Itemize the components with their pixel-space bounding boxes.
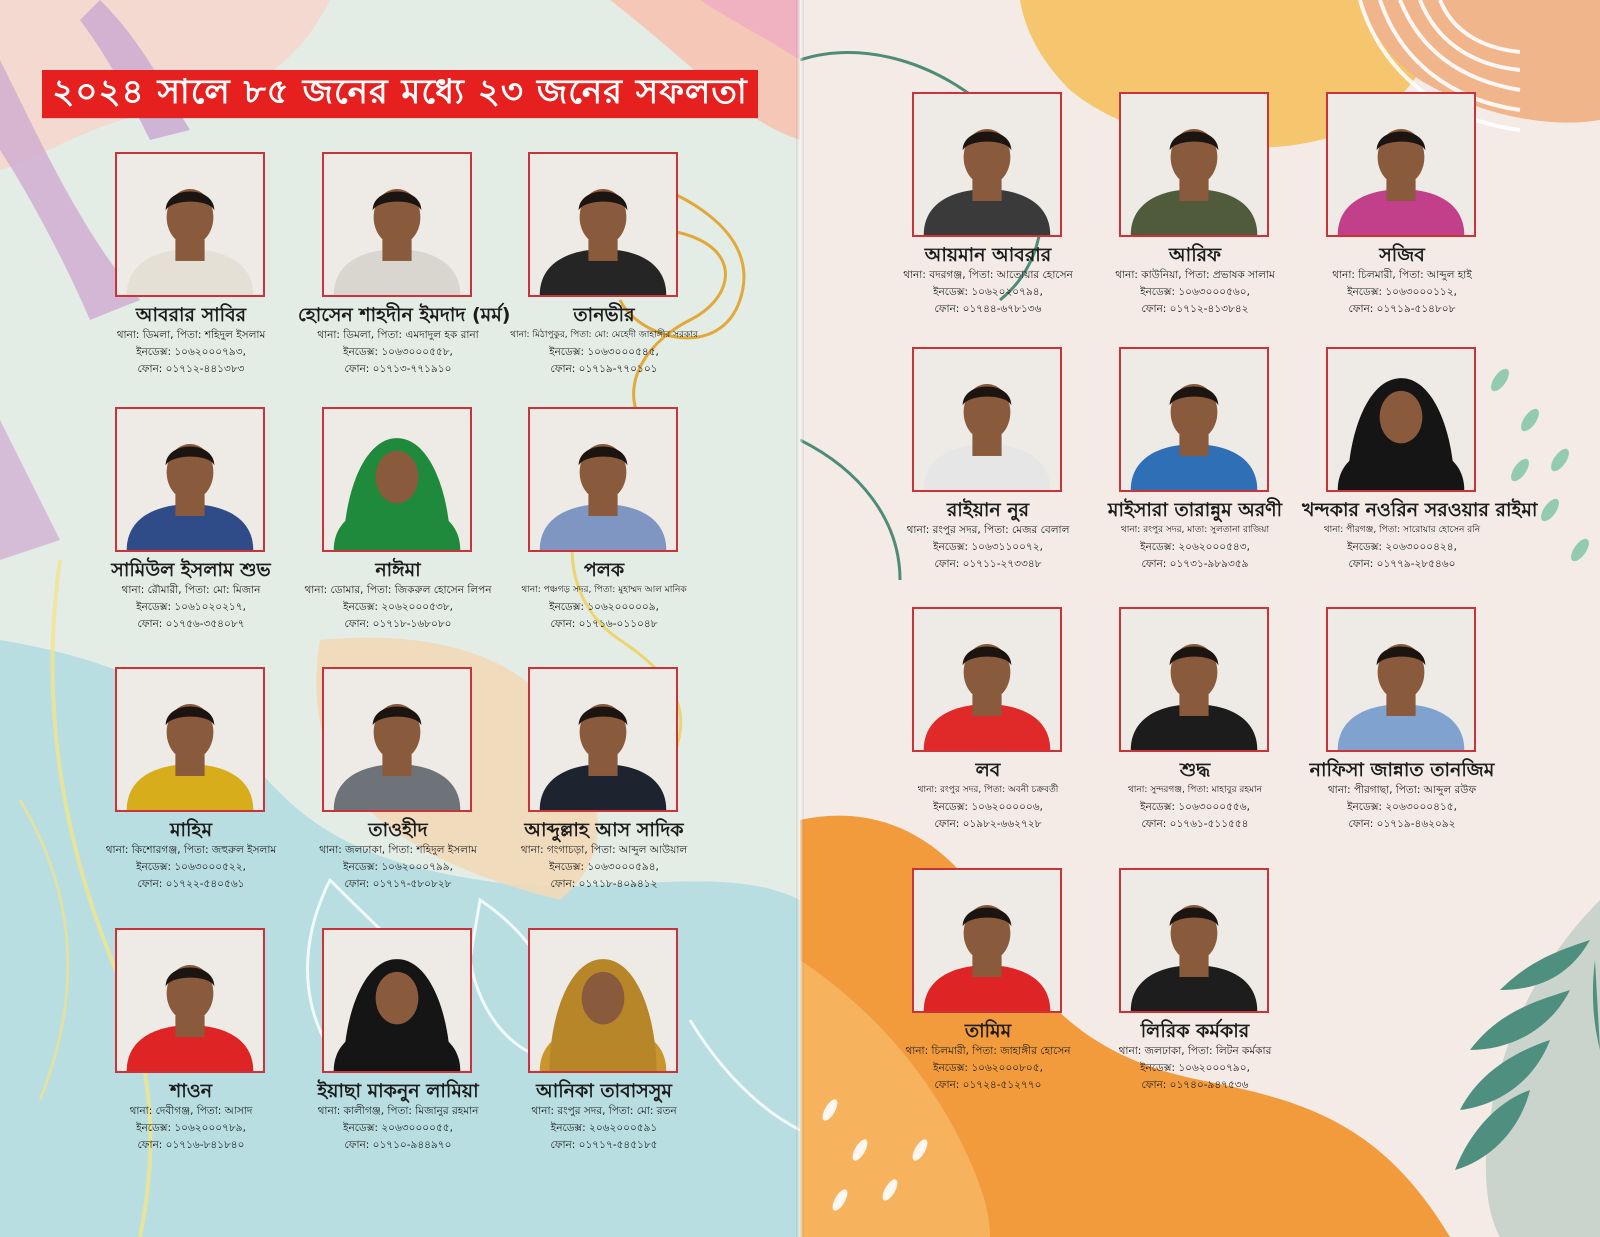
student-info-line1: থানা: ডিমলা, পিতা: শহিদুল ইসলাম bbox=[116, 329, 266, 341]
student-card bbox=[298, 928, 498, 1173]
student-info bbox=[91, 842, 291, 893]
student-name: শাওন bbox=[169, 1080, 213, 1102]
student-info-line1: থানা: ডোমার, পিতা: জিকরুল হোসেন লিপন bbox=[304, 584, 492, 596]
student-info-line1: থানা: গংগাচড়া, পিতা: আব্দুল আউয়াল bbox=[520, 844, 688, 856]
student-name: ইয়াছা মাকনুন লামিয়া bbox=[317, 1080, 479, 1102]
student-name: রাইয়ান নুর bbox=[946, 499, 1030, 521]
student-card bbox=[888, 347, 1088, 592]
student-card bbox=[504, 928, 704, 1173]
student-info-line2: ইনডেক্স: ১০৬৩০০০৫৫৬, bbox=[1140, 801, 1250, 813]
student-info-line3: ফোন: ০১৭৩১-৯৮৯৩৫৯ bbox=[1141, 558, 1249, 570]
student-info-line3: ফোন: ০১৭১৬-০১১০৪৮ bbox=[550, 618, 658, 630]
student-card bbox=[1095, 607, 1295, 852]
student-info bbox=[1095, 522, 1295, 573]
student-card bbox=[91, 407, 291, 652]
student-info-line2: ইনডেক্স: ১০৬২০০০০০৯, bbox=[549, 601, 659, 613]
student-info bbox=[888, 267, 1088, 318]
student-name: আয়মান আবরার bbox=[924, 244, 1052, 266]
student-card bbox=[91, 928, 291, 1173]
student-card bbox=[504, 667, 704, 912]
student-info-line1: থানা: রৌমারী, পিতা: মো: মিজান bbox=[121, 584, 261, 596]
student-info bbox=[1302, 267, 1502, 318]
student-info-line2: ইনডেক্স: ২০৬৩০০০৪২৪, bbox=[1347, 541, 1457, 553]
student-info-line1: থানা: ডিমলা, পিতা: এমদাদুল হক রানা bbox=[317, 329, 479, 341]
student-info-line2: ইনডেক্স: ২০৬২০০০৫৯১ bbox=[550, 1122, 658, 1134]
student-info-line1: থানা: চিলমারী, পিতা: জাহাঙ্গীর হোসেন bbox=[905, 1045, 1071, 1057]
student-info-line2: ইনডেক্স: ১০৬২০০০৭৮৯, bbox=[136, 1122, 246, 1134]
student-info bbox=[91, 582, 291, 633]
student-info-line2: ইনডেক্স: ১০৬২০০০৭৯০, bbox=[1140, 1062, 1250, 1074]
student-card bbox=[298, 667, 498, 912]
student-card bbox=[298, 407, 498, 652]
student-info-line2: ইনডেক্স: ১০৬৩০০০৫৫৮, bbox=[343, 346, 453, 358]
student-info-line1: থানা: রংপুর সদর, পিতা: মো: রতন bbox=[531, 1105, 677, 1117]
student-photo bbox=[528, 152, 678, 297]
student-info-line2: ইনডেক্স: ১০৬১০২০২১৭, bbox=[136, 601, 246, 613]
student-info-line2: ইনডেক্স: ২০৬৩০০০০৫৫, bbox=[343, 1122, 453, 1134]
student-photo bbox=[912, 92, 1062, 237]
student-info bbox=[504, 582, 704, 633]
student-card bbox=[888, 92, 1088, 337]
title-banner bbox=[42, 70, 758, 118]
student-info bbox=[1302, 522, 1502, 573]
student-info bbox=[91, 1103, 291, 1154]
student-info bbox=[504, 842, 704, 893]
student-info-line3: ফোন: ০১৭১০-৯৪৪৯৭০ bbox=[344, 1139, 452, 1151]
student-name: মাহিম bbox=[169, 819, 213, 841]
student-card bbox=[888, 607, 1088, 852]
student-photo bbox=[322, 667, 472, 812]
student-info-line1: থানা: জলঢাকা, পিতা: শহিদুল ইসলাম bbox=[319, 844, 477, 856]
student-info-line2: ইনডেক্স: ১০৬৩০০০৫৬০, bbox=[1140, 286, 1250, 298]
student-card bbox=[504, 407, 704, 652]
student-card bbox=[1302, 92, 1502, 337]
student-photo bbox=[115, 407, 265, 552]
student-info-line1: থানা: পীরগাছা, পিতা: আব্দুল রউফ bbox=[1327, 784, 1477, 796]
student-info-line1: থানা: মিঠাপুকুর, পিতা: মো: মেহেদী জাহাঙ্গীর সরকার bbox=[510, 330, 698, 340]
student-info-line1: থানা: কাউনিয়া, পিতা: প্রভাষক সালাম bbox=[1115, 269, 1275, 281]
student-card bbox=[1095, 868, 1295, 1113]
student-info-line1: থানা: জলঢাকা, পিতা: লিটন কর্মকার bbox=[1118, 1045, 1272, 1057]
student-info bbox=[298, 1103, 498, 1154]
student-info-line3: ফোন: ০১৭১৯-৫১৪৮০৮ bbox=[1348, 303, 1456, 315]
student-info-line3: ফোন: ০১৭১৮-১৬৮০৮০ bbox=[344, 618, 452, 630]
student-card bbox=[1302, 347, 1538, 592]
student-info-line3: ফোন: ০১৭২২-৫৪০৫৬১ bbox=[137, 878, 245, 890]
student-info-line1: থানা: সুন্দরগঞ্জ, পিতা: মাহাবুর রহমান bbox=[1127, 785, 1263, 795]
student-card bbox=[1095, 347, 1295, 592]
student-photo bbox=[528, 928, 678, 1073]
student-photo bbox=[912, 868, 1062, 1013]
student-info-line1: থানা: কালীগঞ্জ, পিতা: মিজানুর রহমান bbox=[317, 1105, 479, 1117]
student-photo bbox=[115, 152, 265, 297]
page-title: ২০২৪ সালে ৮৫ জনের মধ্যে ২৩ জনের সফলতা bbox=[52, 71, 748, 112]
student-name: তামিম bbox=[964, 1020, 1012, 1042]
student-name: খন্দকার নওরিন সরওয়ার রাইমা bbox=[1302, 499, 1538, 521]
student-photo bbox=[322, 152, 472, 297]
student-photo bbox=[912, 347, 1062, 492]
student-name: শুদ্ধ bbox=[1179, 759, 1211, 781]
student-info bbox=[1095, 782, 1295, 833]
student-card bbox=[91, 667, 291, 912]
student-photo bbox=[1326, 347, 1476, 492]
student-info-line1: থানা: বদরগঞ্জ, পিতা: আতোয়ার হোসেন bbox=[903, 269, 1073, 281]
student-info-line1: থানা: পঞ্চগড় সদর, পিতা: মুহাম্মদ আল মানিক bbox=[521, 585, 687, 595]
student-photo bbox=[528, 667, 678, 812]
student-info bbox=[1302, 782, 1502, 833]
student-info-line1: থানা: রংপুর সদর, পিতা: অবনী চক্রবর্তী bbox=[917, 785, 1059, 795]
student-info-line1: থানা: কিশোরগঞ্জ, পিতা: জহুরুল ইসলাম bbox=[105, 844, 277, 856]
student-name: পলক bbox=[583, 559, 625, 581]
student-photo bbox=[1119, 347, 1269, 492]
student-info-line3: ফোন: ০১৭১৯-৪৬২০৯২ bbox=[1348, 818, 1456, 830]
student-photo bbox=[1119, 868, 1269, 1013]
student-info-line3: ফোন: ০১৭৬১-৫১১৫৫৪ bbox=[1141, 818, 1249, 830]
student-info-line3: ফোন: ০১৭১৩-৭৭১৯১০ bbox=[344, 363, 452, 375]
student-card bbox=[298, 152, 511, 397]
student-photo bbox=[528, 407, 678, 552]
student-info-line2: ইনডেক্স: ১০৬২০০০৮০৫, bbox=[933, 1062, 1043, 1074]
student-photo bbox=[115, 667, 265, 812]
student-info bbox=[298, 842, 498, 893]
student-info-line1: থানা: রংপুর সদর, পিতা: মেজর বেলাল bbox=[906, 524, 1070, 536]
student-info bbox=[888, 1043, 1088, 1094]
student-info-line2: ইনডেক্স: ১০৬৩১১০০৭২, bbox=[933, 541, 1043, 553]
student-name: সজিব bbox=[1379, 244, 1425, 266]
student-info bbox=[888, 782, 1088, 833]
student-card bbox=[1095, 92, 1295, 337]
student-info bbox=[504, 1103, 704, 1154]
student-photo bbox=[322, 928, 472, 1073]
student-name: সামিউল ইসলাম শুভ bbox=[111, 559, 271, 581]
student-name: তাওহীদ bbox=[368, 819, 428, 841]
student-name: নাফিসা জান্নাত তানজিম bbox=[1309, 759, 1495, 781]
student-info bbox=[298, 327, 498, 378]
student-info-line2: ইনডেক্স: ১০৬৩০০০৫৪৫, bbox=[549, 346, 659, 358]
student-photo bbox=[1326, 607, 1476, 752]
student-info-line3: ফোন: ০১৭৪০-৯৪৭৫৩৬ bbox=[1141, 1079, 1249, 1091]
student-name: লিরিক কর্মকার bbox=[1140, 1020, 1250, 1042]
student-info bbox=[504, 327, 704, 378]
student-info-line1: থানা: পীরগঞ্জ, পিতা: সারোয়ার হোসেন রনি bbox=[1323, 525, 1481, 535]
student-info-line1: থানা: রংপুর সদর, মাতা: সুলতানা রাজিয়া bbox=[1120, 525, 1270, 535]
student-card bbox=[91, 152, 291, 397]
student-info-line2: ইনডেক্স: ১০৬২০০০৭৯৯, bbox=[343, 861, 453, 873]
student-info-line1: থানা: দেবীগঞ্জ, পিতা: আসাদ bbox=[129, 1105, 253, 1117]
page-spine bbox=[796, 0, 804, 1237]
student-info-line3: ফোন: ০১৭১৭-৫৪৫১৮৫ bbox=[550, 1139, 658, 1151]
student-info-line3: ফোন: ০১৭৫৬-৩৫৪০৮৭ bbox=[137, 618, 245, 630]
student-info-line3: ফোন: ০১৭১৬-৮৪১৮৪০ bbox=[137, 1139, 245, 1151]
student-info-line3: ফোন: ০১৭৪৪-৬৭৮১৩৬ bbox=[934, 303, 1042, 315]
student-name: আরিফ bbox=[1169, 244, 1221, 266]
student-info-line2: ইনডেক্স: ১০৬২০০০০০৬, bbox=[933, 801, 1043, 813]
student-card bbox=[1302, 607, 1502, 852]
student-name: নাঈমা bbox=[375, 559, 421, 581]
student-name: মাইসারা তারান্নুম অরণী bbox=[1107, 499, 1283, 521]
student-info-line2: ইনডেক্স: ১০৬৩০০০১১২, bbox=[1347, 286, 1457, 298]
student-info-line3: ফোন: ০১৭১৮-৪০৯৪১২ bbox=[550, 878, 658, 890]
student-info-line2: ইনডেক্স: ২০৬২০০০৫৪৩, bbox=[1140, 541, 1250, 553]
student-info-line2: ইনডেক্স: ১০৬২০০০৭৯৩, bbox=[136, 346, 246, 358]
student-photo bbox=[322, 407, 472, 552]
student-photo bbox=[912, 607, 1062, 752]
student-info bbox=[298, 582, 498, 633]
student-info bbox=[888, 522, 1088, 573]
student-info-line1: থানা: চিলমারী, পিতা: আব্দুল হাই bbox=[1332, 269, 1472, 281]
student-photo bbox=[115, 928, 265, 1073]
student-info-line3: ফোন: ০১৭১২-৪৪১৩৮৩ bbox=[137, 363, 245, 375]
student-photo bbox=[1119, 607, 1269, 752]
student-info-line2: ইনডেক্স: ২০৬৩০০০৪১৫, bbox=[1347, 801, 1457, 813]
student-info-line2: ইনডেক্স: ২০৬২০০০৫৩৮, bbox=[343, 601, 453, 613]
student-info-line3: ফোন: ০১৭১২-৪১৩৮৪২ bbox=[1141, 303, 1249, 315]
student-name: হোসেন শাহদীন ইমদাদ (মর্ম) bbox=[298, 304, 511, 326]
student-info-line2: ইনডেক্স: ১০৬৩০০০৫২২, bbox=[136, 861, 246, 873]
student-info-line3: ফোন: ০১৭৭৯-২৮৫৪৬০ bbox=[1348, 558, 1456, 570]
student-name: আনিকা তাবাসসুম bbox=[536, 1080, 672, 1102]
student-info bbox=[91, 327, 291, 378]
student-info-line3: ফোন: ০১৯৮২-৬৬২৭২৮ bbox=[934, 818, 1042, 830]
student-info-line2: ইনডেক্স: ১০৬৩০০০৫৯৪, bbox=[549, 861, 659, 873]
student-name: আব্দুল্লাহ আস সাদিক bbox=[524, 819, 684, 841]
student-card bbox=[888, 868, 1088, 1113]
student-info-line3: ফোন: ০১৭১৯-৭৭০১০১ bbox=[550, 363, 658, 375]
student-info bbox=[1095, 1043, 1295, 1094]
student-info-line3: ফোন: ০১৭১৭-৫৮০৮২৮ bbox=[344, 878, 452, 890]
student-info-line2: ইনডেক্স: ১০৬২০২০৭৯৪, bbox=[933, 286, 1043, 298]
student-info bbox=[1095, 267, 1295, 318]
student-name: লব bbox=[975, 759, 1001, 781]
student-name: তানভীর bbox=[573, 304, 635, 326]
student-info-line3: ফোন: ০১৭২৪-৫১২৭৭০ bbox=[934, 1079, 1042, 1091]
student-info-line3: ফোন: ০১৭১১-২৭৩৩৪৮ bbox=[934, 558, 1042, 570]
student-photo bbox=[1326, 92, 1476, 237]
student-photo bbox=[1119, 92, 1269, 237]
student-card bbox=[504, 152, 704, 397]
student-name: আবরার সাবির bbox=[135, 304, 247, 326]
